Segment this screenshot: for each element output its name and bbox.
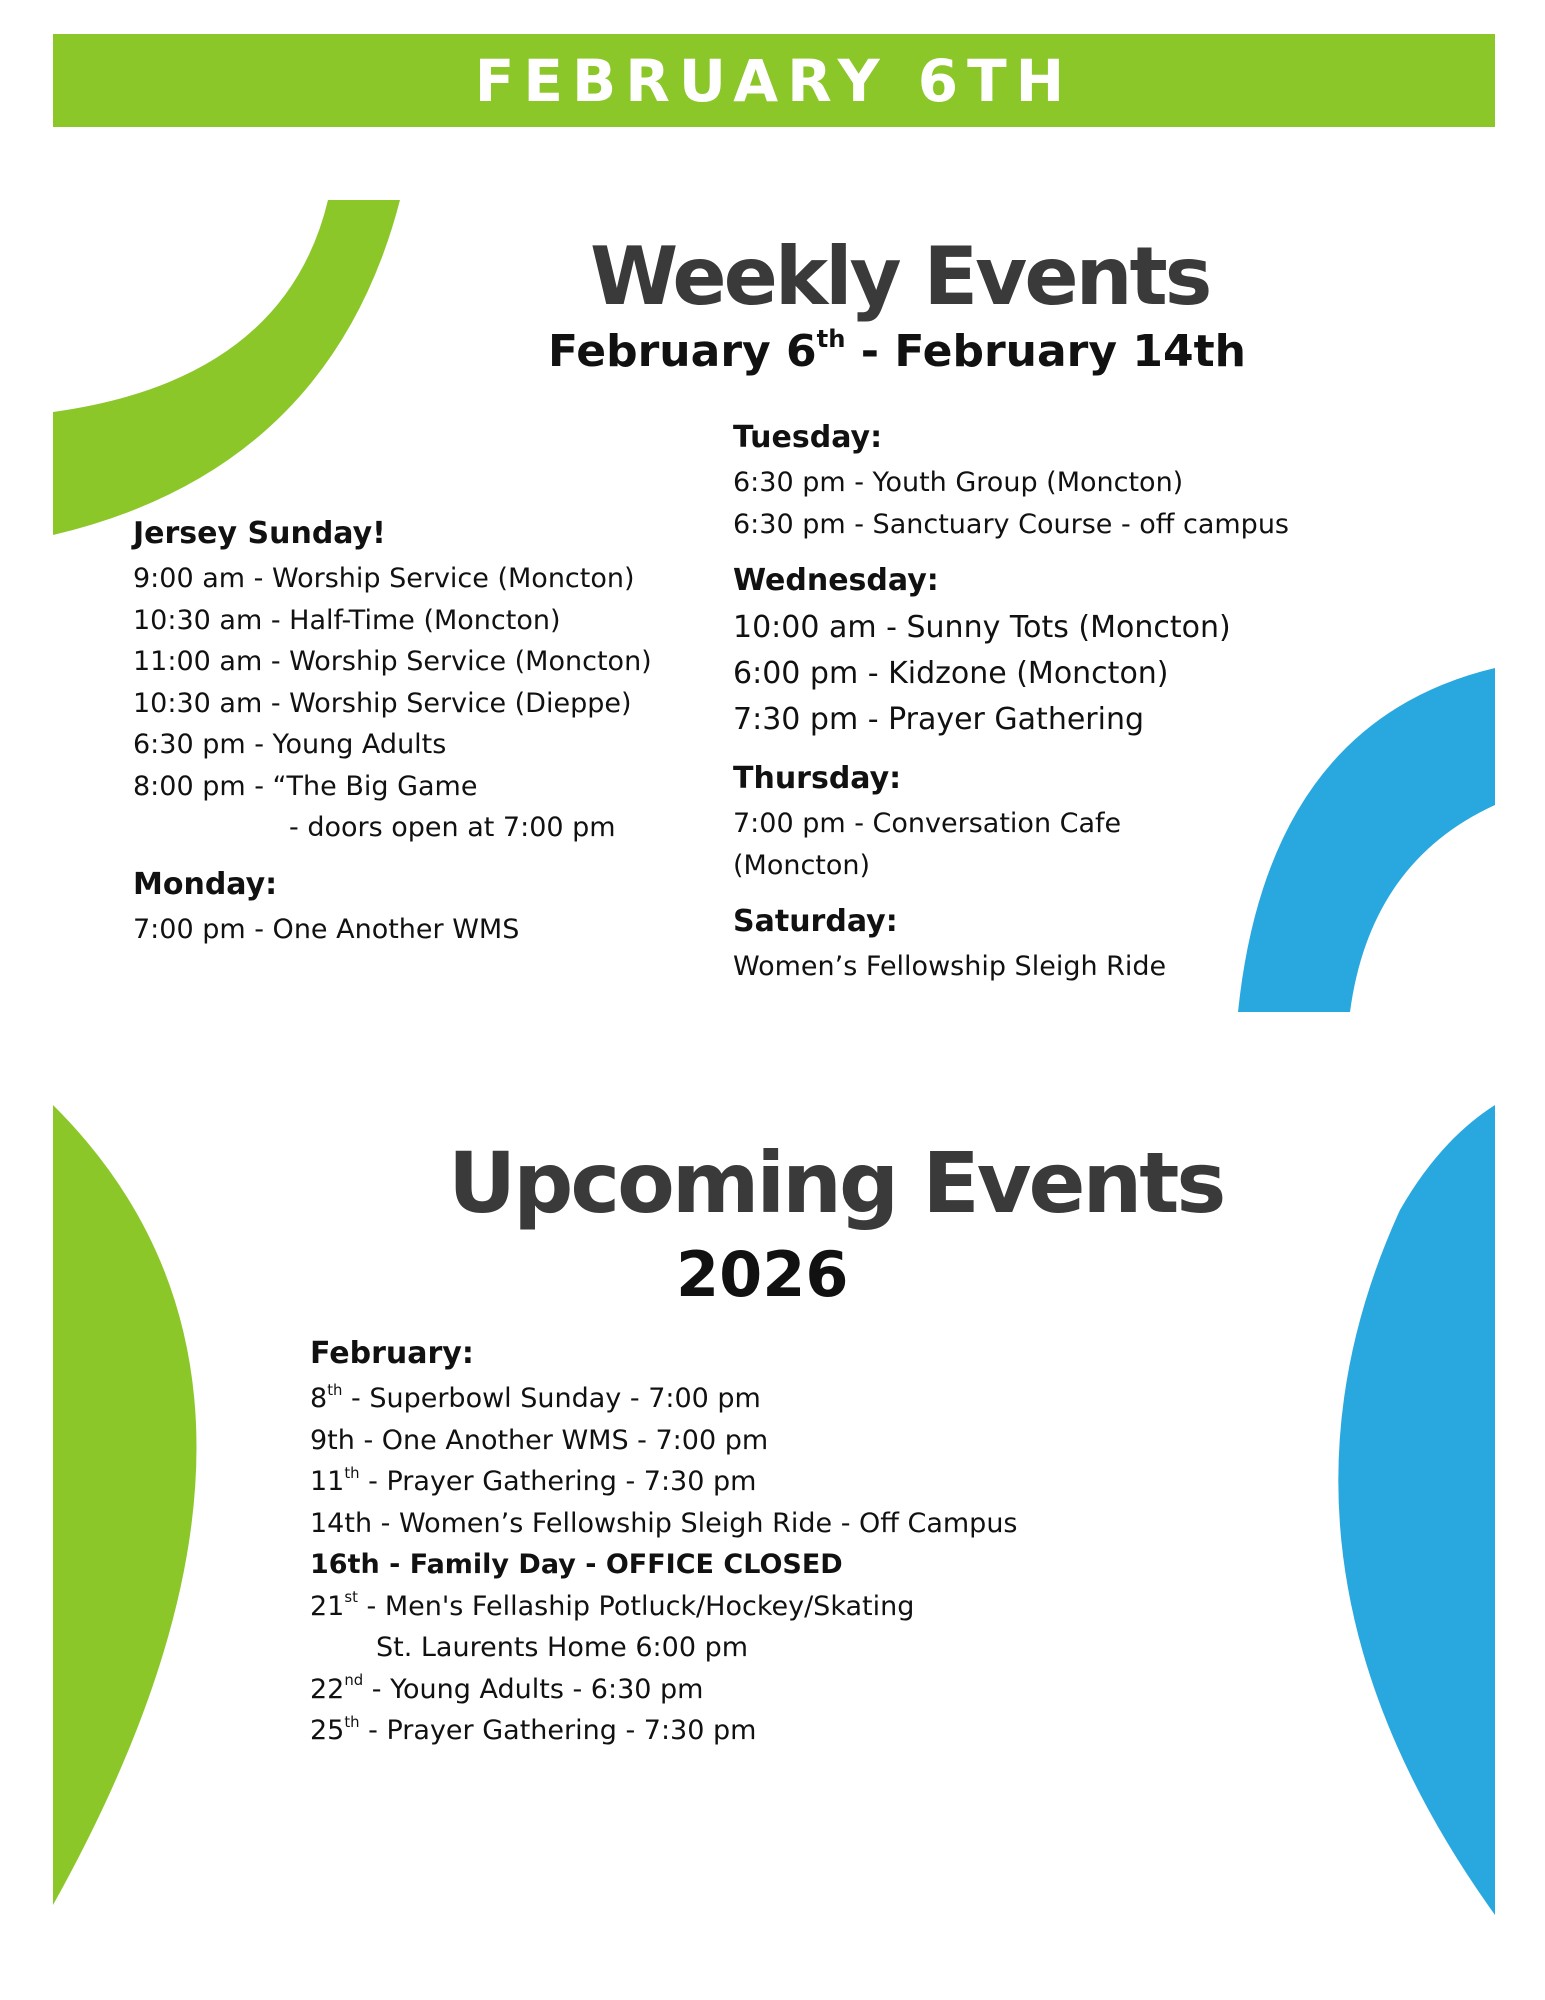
range-end: - February 14th — [845, 326, 1246, 377]
tuesday-heading: Tuesday: — [733, 420, 883, 455]
banner-text: FEBRUARY 6TH — [474, 46, 1074, 115]
monday-heading: Monday: — [133, 866, 278, 902]
sunday-item: 11:00 am - Worship Service (Moncton) — [133, 646, 652, 677]
tuesday-item: 6:30 pm - Youth Group (Moncton) — [733, 467, 1184, 498]
green-crescent-left — [53, 1105, 197, 1905]
tuesday-item: 6:30 pm - Sanctuary Course - off campus — [733, 508, 1289, 540]
sunday-item: 8:00 pm - “The Big Game — [133, 770, 478, 802]
upcoming-item: 22nd - Young Adults - 6:30 pm — [310, 1671, 704, 1705]
saturday-heading: Saturday: — [733, 904, 898, 939]
upcoming-item: 11th - Prayer Gathering - 7:30 pm — [310, 1463, 757, 1497]
thursday-item: 7:00 pm - Conversation Cafe — [733, 808, 1122, 839]
saturday-item: Women’s Fellowship Sleigh Ride — [733, 951, 1167, 982]
range-start: February 6 — [548, 326, 817, 377]
wednesday-item: 7:30 pm - Prayer Gathering — [733, 702, 1145, 737]
sunday-item: 9:00 am - Worship Service (Moncton) — [133, 563, 635, 594]
sunday-item-note: - doors open at 7:00 pm — [289, 812, 616, 843]
upcoming-events-title: Upcoming Events — [448, 1134, 1224, 1232]
upcoming-item: 8th - Superbowl Sunday - 7:00 pm — [310, 1380, 761, 1414]
thursday-item: (Moncton) — [733, 849, 871, 881]
sunday-item: 6:30 pm - Young Adults — [133, 729, 447, 760]
upcoming-item: 14th - Women’s Fellowship Sleigh Ride - Off Campus — [310, 1507, 1018, 1539]
range-start-suffix: th — [816, 324, 846, 353]
upcoming-item: 21st - Men's Fellaship Potluck/Hockey/Skating — [310, 1588, 915, 1622]
weekly-date-range — [548, 326, 1246, 377]
wednesday-item: 10:00 am - Sunny Tots (Moncton) — [733, 610, 1231, 645]
weekly-right-column — [733, 416, 1289, 988]
weekly-events-title: Weekly Events — [590, 230, 1210, 323]
upcoming-item-continued: St. Laurents Home 6:00 pm — [376, 1632, 749, 1663]
upcoming-item: 9th - One Another WMS - 7:00 pm — [310, 1424, 769, 1456]
thursday-heading: Thursday: — [733, 761, 902, 796]
green-arc-top-left — [53, 200, 400, 535]
february-heading: February: — [310, 1336, 474, 1371]
upcoming-year: 2026 — [676, 1238, 849, 1311]
sunday-item: 10:30 am - Half-Time (Moncton) — [133, 604, 561, 636]
wednesday-item: 6:00 pm - Kidzone (Moncton) — [733, 656, 1169, 691]
weekly-left-column — [133, 512, 652, 950]
upcoming-list — [310, 1332, 1018, 1752]
monday-item: 7:00 pm - One Another WMS — [133, 913, 520, 945]
upcoming-item: 25th - Prayer Gathering - 7:30 pm — [310, 1712, 757, 1746]
blue-crescent-right — [1338, 1105, 1495, 1915]
date-banner — [53, 34, 1495, 127]
sunday-heading: Jersey Sunday! — [133, 516, 386, 551]
wednesday-heading: Wednesday: — [733, 563, 939, 598]
upcoming-item-highlight: 16th - Family Day - OFFICE CLOSED — [310, 1549, 843, 1580]
sunday-item: 10:30 am - Worship Service (Dieppe) — [133, 687, 632, 719]
